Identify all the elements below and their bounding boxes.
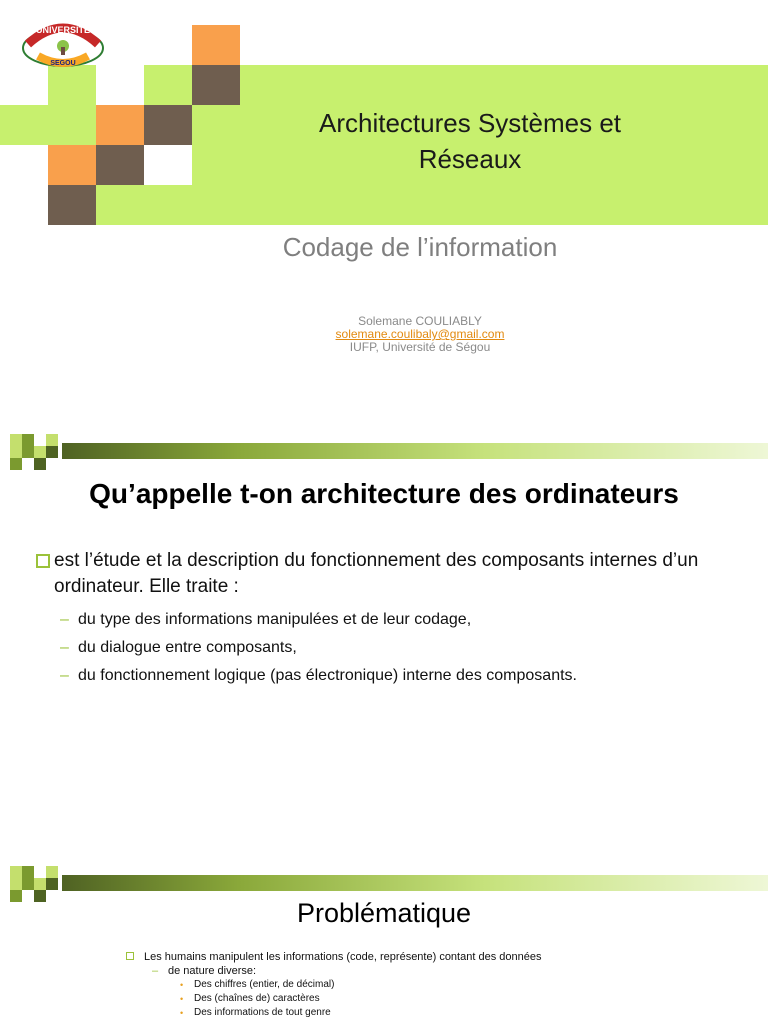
deco-square	[192, 65, 240, 105]
bullet-text: Les humains manipulent les informations (code, représente) contant des données	[144, 951, 542, 963]
author-name: Solemane COULIABLY	[358, 314, 482, 328]
sub-list	[34, 606, 754, 690]
band-cutout	[0, 145, 48, 225]
dash-icon: –	[60, 667, 69, 684]
slide-header-decoration	[0, 866, 768, 900]
deco-square	[144, 145, 192, 185]
author-email-link[interactable]: solemane.coulibaly@gmail.com	[335, 327, 505, 341]
main-bullet	[34, 548, 754, 600]
dot-icon: •	[180, 994, 184, 1004]
dash-icon: –	[152, 965, 159, 977]
deco-square	[144, 105, 192, 145]
square-bullet-icon	[36, 554, 50, 568]
dash-icon: –	[60, 639, 69, 656]
deco-square	[48, 145, 96, 185]
title-slide	[0, 0, 768, 390]
slide-title	[210, 105, 730, 177]
slide-header-decoration	[0, 434, 768, 468]
dash-icon: –	[60, 611, 69, 628]
list-item: • Des informations de tout genre	[180, 1007, 331, 1018]
slide-title: Problématique	[296, 898, 472, 928]
deco-square	[96, 105, 144, 145]
deco-square	[96, 145, 144, 185]
university-logo	[18, 14, 108, 74]
author-block	[220, 315, 620, 354]
dot-icon: •	[180, 1008, 184, 1018]
main-bullet	[124, 950, 764, 964]
square-bullet-icon	[126, 952, 134, 960]
logo-top-text: UNIVERSITE	[35, 25, 91, 35]
title-line-1: Architectures Systèmes et	[319, 108, 621, 138]
deco-square	[48, 185, 96, 225]
list-item: • Des chiffres (entier, de décimal)	[180, 979, 335, 990]
slide-body	[124, 950, 764, 1020]
list-item: • Des (chaînes de) caractères	[180, 993, 320, 1004]
title-line-2: Réseaux	[418, 144, 522, 174]
slide-subtitle: Codage de l’information	[282, 232, 558, 262]
sub-bullet: – de nature diverse:	[152, 965, 257, 977]
author-affiliation: IUFP, Université de Ségou	[349, 340, 491, 354]
deco-square	[192, 25, 240, 65]
list-item: – du type des informations manipulées et de leur codage,	[34, 606, 754, 634]
bullet-text: est l’étude et la description du fonctionnement des composants internes d’un ordinateur. Elle traite :	[54, 550, 699, 597]
slide-body	[34, 548, 754, 690]
logo-bottom-text: SEGOU	[50, 60, 76, 67]
list-item: – du fonctionnement logique (pas électronique) interne des composants.	[34, 662, 754, 690]
dot-icon: •	[180, 980, 184, 990]
slide-title: Qu’appelle t-on architecture des ordinateurs	[89, 478, 679, 509]
list-item: – du dialogue entre composants,	[34, 634, 754, 662]
